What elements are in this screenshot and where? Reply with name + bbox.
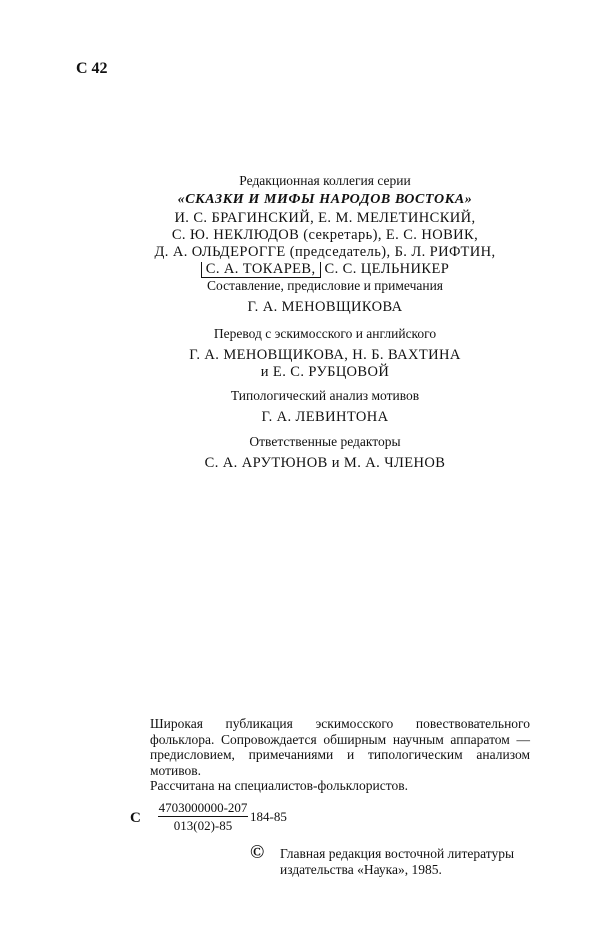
compilation-section bbox=[140, 278, 510, 316]
annotation-paragraph-2: Рассчитана на специалистов-фольклористов. bbox=[150, 778, 408, 793]
copyright-line-2: издательства «Наука», 1985. bbox=[280, 862, 442, 877]
responsible-editors-names: С. А. АРУТЮНОВ и М. А. ЧЛЕНОВ bbox=[204, 455, 446, 471]
board-line-4 bbox=[140, 261, 510, 278]
board-deceased-member: С. А. ТОКАРЕВ, bbox=[205, 261, 316, 277]
translation-section bbox=[140, 326, 510, 381]
translation-heading: Перевод с эскимосского и английского bbox=[213, 326, 437, 341]
translators-line-2: и Е. С. РУБЦОВОЙ bbox=[260, 364, 390, 380]
index-code: С 42 bbox=[76, 60, 108, 77]
bib-denominator: 013(02)-85 bbox=[173, 818, 233, 833]
annotation-paragraph-1: Широкая публикация эскимосского повествовательного фольклора. Сопровождается обширным научным аппаратом — предисловием, примечаниями и типологическим анализом мотивов. bbox=[150, 716, 530, 778]
bib-suffix: 184-85 bbox=[250, 809, 287, 824]
editorial-board bbox=[140, 173, 510, 278]
analysis-heading: Типологический анализ мотивов bbox=[230, 388, 420, 403]
series-title: «СКАЗКИ И МИФЫ НАРОДОВ ВОСТОКА» bbox=[177, 192, 473, 207]
bib-numerator: 4703000000-207 bbox=[158, 800, 248, 815]
copyright-line-1: Главная редакция восточной литературы bbox=[280, 846, 515, 861]
board-line-1: И. С. БРАГИНСКИЙ, Е. М. МЕЛЕТИНСКИЙ, bbox=[174, 210, 476, 226]
editorial-board-heading: Редакционная коллегия серии bbox=[239, 173, 411, 188]
translators-line-1: Г. А. МЕНОВЩИКОВА, Н. Б. ВАХТИНА bbox=[189, 347, 461, 363]
responsible-editors-heading: Ответственные редакторы bbox=[249, 434, 401, 449]
bibliographic-code bbox=[130, 800, 330, 840]
compilation-heading: Составление, предисловие и примечания bbox=[206, 278, 444, 293]
deceased-member-frame bbox=[201, 262, 321, 278]
annotation bbox=[150, 716, 530, 794]
board-line-4-rest: С. С. ЦЕЛЬНИКЕР bbox=[324, 261, 450, 277]
board-line-3: Д. А. ОЛЬДЕРОГГЕ (председатель), Б. Л. РИФТИН, bbox=[154, 244, 496, 260]
bib-fraction-line bbox=[158, 816, 248, 817]
analysis-author: Г. А. ЛЕВИНТОНА bbox=[261, 409, 389, 425]
responsible-editors-section bbox=[140, 434, 510, 472]
board-line-2: С. Ю. НЕКЛЮДОВ (секретарь), Е. С. НОВИК, bbox=[171, 227, 479, 243]
compiler-name: Г. А. МЕНОВЩИКОВА bbox=[247, 299, 403, 315]
analysis-section bbox=[140, 388, 510, 426]
bib-letter: С bbox=[130, 810, 141, 826]
copyright-icon: © bbox=[250, 842, 265, 863]
copyright-block bbox=[250, 842, 530, 878]
